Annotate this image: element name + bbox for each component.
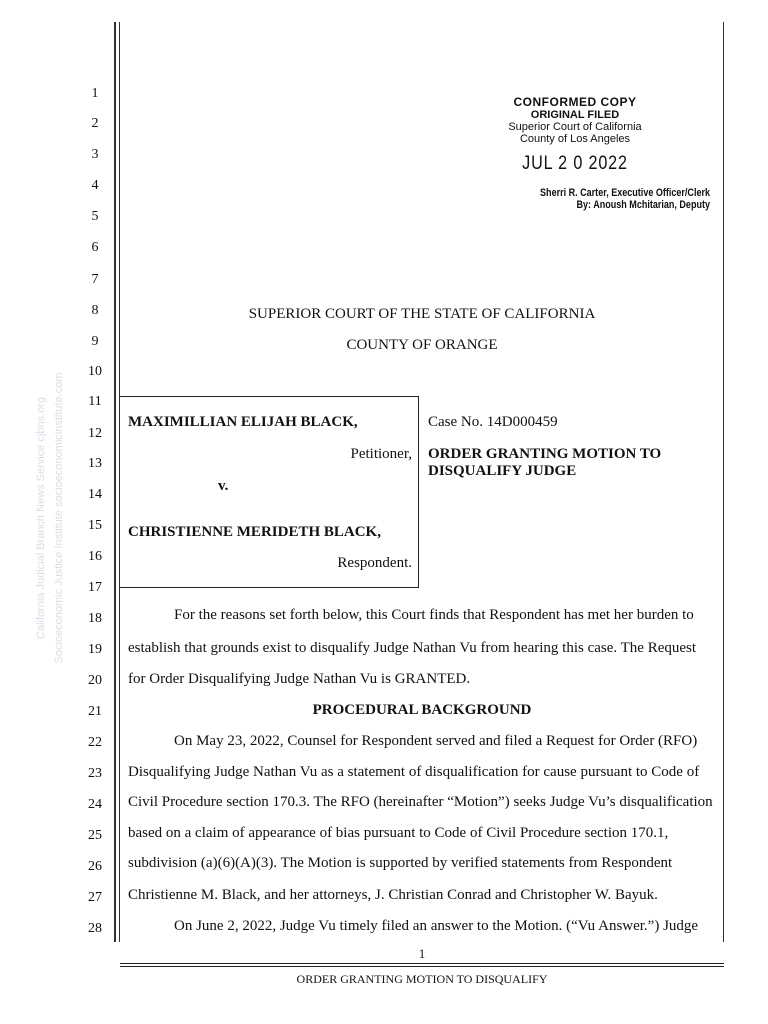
line-number: 19 [88, 642, 102, 657]
body-line-18: For the reasons set forth below, this Court finds that Respondent has met her burden to [174, 607, 694, 623]
stamp-title: CONFORMED COPY [513, 95, 637, 109]
line-number: 16 [88, 549, 102, 564]
body-line-20: for Order Disqualifying Judge Nathan Vu is GRANTED. [128, 671, 471, 687]
stamp-date: JUL 2 0 2022 [522, 153, 628, 174]
line-number: 10 [88, 364, 102, 379]
line-number: 21 [88, 704, 102, 719]
body-line-24: Civil Procedure section 170.3. The RFO (hereinafter “Motion”) seeks Judge Vu’s disqualification [128, 794, 713, 810]
stamp-county: County of Los Angeles [519, 133, 631, 145]
right-margin-rule [723, 22, 724, 942]
watermark-line-2: Socioeconomic Justice Institute socioeconomicinstitute.com [53, 372, 65, 664]
line-number: 25 [88, 828, 102, 843]
stamp-clerk: Sherri R. Carter, Executive Officer/Clerk [540, 187, 710, 199]
section-heading: PROCEDURAL BACKGROUND [312, 702, 532, 718]
case-number: Case No. 14D000459 [428, 414, 558, 430]
watermark-line-1: California Judicial Branch News Service cjbns.org [35, 396, 47, 640]
filing-stamp [440, 95, 710, 211]
body-line-19: establish that grounds exist to disqualify Judge Nathan Vu from hearing this case. The Request [128, 640, 697, 656]
line-number: 7 [91, 272, 99, 287]
document-title-line-1: ORDER GRANTING MOTION TO [428, 446, 662, 462]
body-line-22: On May 23, 2022, Counsel for Respondent served and filed a Request for Order (RFO) [174, 733, 698, 749]
body-line-26: subdivision (a)(6)(A)(3). The Motion is supported by verified statements from Respondent [128, 855, 673, 871]
stamp-subtitle: ORIGINAL FILED [530, 109, 620, 121]
line-number: 18 [88, 611, 102, 626]
page-number: 1 [418, 946, 426, 961]
petitioner-role: Petitioner, [350, 446, 412, 462]
line-number: 20 [88, 673, 102, 688]
footer-rule-top [120, 963, 724, 964]
line-number: 13 [88, 456, 102, 471]
line-number: 1 [91, 86, 99, 101]
line-number: 26 [88, 859, 102, 874]
line-number: 15 [88, 518, 102, 533]
line-number: 27 [88, 890, 102, 905]
line-number: 24 [88, 797, 102, 812]
stamp-court: Superior Court of California [508, 121, 642, 133]
respondent-role: Respondent. [337, 555, 412, 571]
line-number: 11 [88, 394, 102, 409]
line-number: 4 [91, 178, 99, 193]
line-number: 22 [88, 735, 102, 750]
body-line-28: On June 2, 2022, Judge Vu timely filed an answer to the Motion. (“Vu Answer.”) Judge [174, 918, 699, 934]
line-number: 8 [91, 303, 99, 318]
body-line-27: Christienne M. Black, and her attorneys, J. Christian Conrad and Christopher W. Bayuk. [128, 887, 658, 903]
body-line-25: based on a claim of appearance of bias pursuant to Code of Civil Procedure section 170.1, [128, 825, 669, 841]
respondent-name: CHRISTIENNE MERIDETH BLACK, [128, 524, 381, 540]
court-county: COUNTY OF ORANGE [346, 337, 498, 353]
document-title-line-2: DISQUALIFY JUDGE [428, 463, 577, 479]
line-number: 3 [91, 147, 99, 162]
stamp-deputy: By: Anoush Mchitarian, Deputy [576, 199, 710, 211]
line-number: 14 [88, 487, 102, 502]
footer-title: ORDER GRANTING MOTION TO DISQUALIFY [296, 972, 548, 986]
line-number: 23 [88, 766, 102, 781]
line-number: 6 [91, 240, 99, 255]
line-number: 9 [91, 334, 99, 349]
court-name: SUPERIOR COURT OF THE STATE OF CALIFORNIA [248, 306, 596, 322]
footer-rule-bottom [120, 966, 724, 967]
line-number: 2 [91, 116, 99, 131]
line-number: 28 [88, 921, 102, 936]
line-number: 17 [88, 580, 102, 595]
watermark [32, 348, 68, 688]
line-number: 5 [91, 209, 99, 224]
left-margin-rule-outer [114, 22, 116, 942]
body-line-23: Disqualifying Judge Nathan Vu as a statement of disqualification for cause pursuant to Code of [128, 764, 700, 780]
petitioner-name: MAXIMILLIAN ELIJAH BLACK, [128, 414, 358, 430]
versus: v. [218, 478, 229, 494]
line-number: 12 [88, 426, 102, 441]
